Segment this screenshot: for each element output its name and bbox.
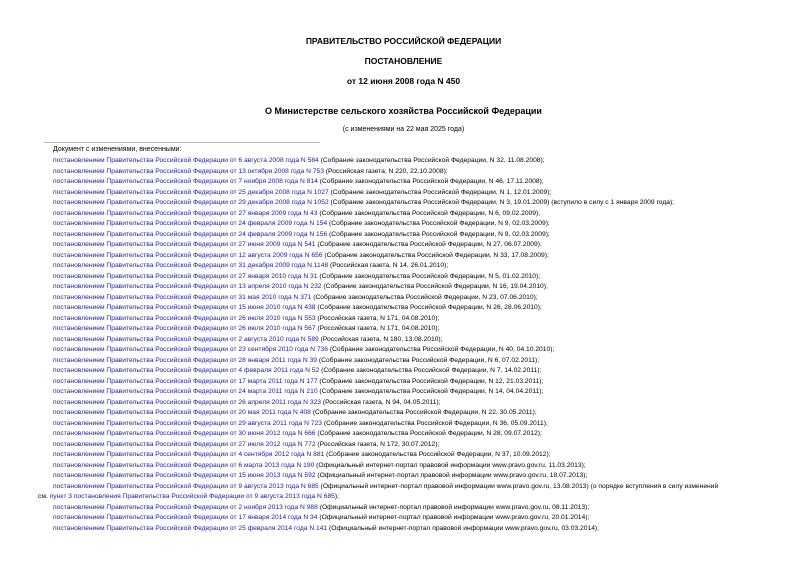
amendment-item [0,356,807,367]
amendment-source: (Российская газета, N 180, 13.08.2010); [318,335,443,343]
amendment-item [0,156,807,167]
amendment-item [0,503,807,514]
amendment-source: (Российская газета, N 94, 04.05.2011); [321,398,441,406]
amendment-item [0,251,807,262]
continuation-link[interactable]: пункт 3 постановления Правительства Российской Федерации от 9 августа 2013 года N 685 [49,493,335,500]
amendment-item [0,282,807,293]
amendment-link[interactable]: постановлением Правительства Российской Федерации от 2 августа 2010 года N 589 [53,335,319,343]
amendment-source: (Собрание законодательства Российской Федерации, N 36, 05.09.2011); [321,419,548,427]
divider [44,142,320,143]
amendment-item [0,177,807,188]
amendment-link[interactable]: постановлением Правительства Российской Федерации от 4 февраля 2011 года N 52 [53,367,320,374]
document-type: ПОСТАНОВЛЕНИЕ [364,56,443,66]
amendment-source: (Российская газета, N 14, 26.01.2010); [328,262,449,269]
amendment-source: (Собрание законодательства Российской Федерации, N 16, 19.04.2010); [321,283,548,290]
amendment-item [0,524,807,535]
amendment-item [0,419,807,430]
amendment-source: (Собрание законодательства Российской Федерации, N 32, 11.08.2008); [318,157,545,164]
amendment-link[interactable]: постановлением Правительства Российской Федерации от 25 декабря 2008 года N 1027 [53,188,329,196]
amendment-source: (Собрание законодательства Российской Федерации, N 26, 28.06.2010); [315,304,542,311]
amendment-source: (Собрание законодательства Российской Федерации, N 1, 12.01.2009); [328,188,552,196]
amendment-link[interactable]: постановлением Правительства Российской Федерации от 24 февраля 2009 года N 154 [53,220,328,227]
amendment-item [0,513,807,524]
amendment-link[interactable]: постановлением Правительства Российской Федерации от 30 июня 2012 года N 666 [53,430,316,437]
amendments-intro: Документ с изменениями, внесенными: [53,146,182,153]
amendment-link[interactable]: постановлением Правительства Российской Федерации от 27 июля 2012 года N 772 [53,440,316,448]
amendment-source: (Официальный интернет-портал правовой информации www.pravo.gov.ru, 03.03.2014); [327,524,600,532]
amendment-source: (Российская газета, N 220, 22.10.2008); [323,167,448,175]
amendment-source: (Собрание законодательства Российской Федерации, N 40, 04.10.2010); [327,346,555,353]
amendment-link[interactable]: постановлением Правительства Российской Федерации от 7 ноября 2008 года N 814 [53,178,318,185]
amendment-link[interactable]: постановлением Правительства Российской Федерации от 17 января 2014 года N 34 [53,514,318,521]
amendment-link[interactable]: постановлением Правительства Российской Федерации от 26 апреля 2011 года N 323 [53,398,322,406]
amendment-source: (Собрание законодательства Российской Федерации, N 37, 10.09.2012); [324,451,551,458]
amendment-item [0,230,807,241]
amendment-link[interactable]: постановлением Правительства Российской Федерации от 31 декабря 2009 года N 1148 [53,262,329,269]
amendment-item [0,188,807,199]
amendments-list [0,156,807,534]
amendment-source: (Собрание законодательства Российской Федерации, N 33, 17.08.2009); [322,251,549,259]
amendment-source: (Собрание законодательства Российской Федерации, N 22, 30.05.2011); [310,409,537,416]
amendment-item [0,303,807,314]
amendment-source: (Официальный интернет-портал правовой информации www.pravo.gov.ru, 20.01.2014); [317,514,590,521]
amendment-source: (Собрание законодательства Российской Федерации, N 28, 09.07.2012); [315,430,542,437]
amendment-source: (Официальный интернет-портал правовой информации www.pravo.gov.ru, 18.07.2013); [315,472,588,479]
amendment-item [0,471,807,482]
amendment-source: (Российская газета, N 171, 04.08.2010); [315,314,440,322]
amendment-item [0,198,807,209]
amendment-source: (Собрание законодательства Российской Федерации, N 9, 02.03.2009); [327,220,550,227]
amendment-source: (Собрание законодательства Российской Федерации, N 6, 07.02.2011); [317,356,540,364]
amendment-source: (Официальный интернет-портал правовой информации www.pravo.gov.ru, 08.11.2013); [317,503,590,511]
amendment-source: (Собрание законодательства Российской Федерации, N 14, 04.04.2011); [317,388,544,395]
amendment-source: (Официальный интернет-портал правовой информации www.pravo.gov.ru, 13.08.2013) (о порядке вступления в силу изменений [318,482,719,490]
amendment-item [0,366,807,377]
document-title: О Министерстве сельского хозяйства Российской Федерации [265,106,542,116]
amendment-item [0,345,807,356]
amendment-source: (Собрание законодательства Российской Федерации, N 9, 02.03.2009); [327,230,550,238]
amendment-source: (Собрание законодательства Российской Федерации, N 12, 21.03.2011); [317,377,544,385]
amendment-link[interactable]: постановлением Правительства Российской Федерации от 2 ноября 2013 года N 988 [53,503,318,511]
revision-status: (с изменениями на 22 мая 2025 года) [342,126,465,133]
amendment-item [0,209,807,220]
amendment-link[interactable]: постановлением Правительства Российской Федерации от 26 июля 2010 года N 567 [53,325,316,332]
amendment-link[interactable]: постановлением Правительства Российской Федерации от 13 октября 2008 года N 753 [53,167,324,175]
amendment-item [0,482,807,493]
amendment-source: (Собрание законодательства Российской Федерации, N 3, 19.01.2009) (вступило в силу с 1 января 2009 года); [328,199,675,206]
amendment-link[interactable]: постановлением Правительства Российской Федерации от 12 августа 2009 года N 656 [53,251,323,259]
amendment-source: (Собрание законодательства Российской Федерации, N 46, 17.11.2008); [317,178,544,185]
amendment-item [0,240,807,251]
amendment-link[interactable]: постановлением Правительства Российской Федерации от 28 января 2011 года N 39 [53,356,318,364]
amendment-source: (Собрание законодательства Российской Федерации, N 5, 01.02.2010); [317,272,541,280]
amendment-item [0,440,807,451]
amendment-link[interactable]: постановлением Правительства Российской Федерации от 17 марта 2011 года N 177 [53,377,318,385]
continuation-prefix: см. [38,493,50,500]
continuation-suffix: ); [334,493,339,500]
amendment-link[interactable]: постановлением Правительства Российской Федерации от 26 июля 2010 года N 553 [53,314,316,322]
amendment-link[interactable]: постановлением Правительства Российской Федерации от 27 января 2010 года N 31 [53,272,318,280]
amendment-link[interactable]: постановлением Правительства Российской Федерации от 6 марта 2013 года N 190 [53,461,315,469]
amendment-link[interactable]: постановлением Правительства Российской Федерации от 15 июня 2010 года N 438 [53,304,316,311]
amendment-source: (Российская газета, N 171, 04.08.2010); [315,325,440,332]
amendment-link[interactable]: постановлением Правительства Российской Федерации от 20 мая 2011 года N 408 [53,409,311,416]
amendment-item [0,261,807,272]
amendment-item [0,461,807,472]
amendment-item [0,398,807,409]
amendment-link[interactable]: постановлением Правительства Российской Федерации от 15 июня 2013 года N 592 [53,472,316,479]
amendment-source: (Собрание законодательства Российской Федерации, N 6, 09.02.2009); [317,209,541,217]
amendment-link[interactable]: постановлением Правительства Российской Федерации от 9 августа 2013 года N 685 [53,482,319,490]
amendment-item [0,429,807,440]
amendment-link[interactable]: постановлением Правительства Российской Федерации от 27 июня 2009 года N 541 [53,241,316,248]
amendment-link[interactable]: постановлением Правительства Российской Федерации от 13 апреля 2010 года N 232 [53,283,322,290]
amendment-item [0,377,807,388]
amendment-item [0,219,807,230]
amendment-item [0,335,807,346]
document-date: от 12 июня 2008 года N 450 [346,76,461,86]
amendment-item [0,167,807,178]
amendment-link[interactable]: постановлением Правительства Российской Федерации от 6 августа 2008 года N 584 [53,157,319,164]
amendment-item [0,387,807,398]
issuing-authority: ПРАВИТЕЛЬСТВО РОССИЙСКОЙ ФЕДЕРАЦИИ [305,36,502,46]
amendment-source: (Российская газета, N 172, 30.07.2012); [315,440,440,448]
amendment-link[interactable]: постановлением Правительства Российской Федерации от 24 февраля 2009 года N 156 [53,230,328,238]
amendment-link[interactable]: постановлением Правительства Российской Федерации от 4 сентября 2012 года N 881 [53,451,325,458]
amendment-source: (Собрание законодательства Российской Федерации, N 7, 14.02.2011); [319,367,542,374]
amendment-link[interactable]: постановлением Правительства Российской Федерации от 27 января 2009 года N 43 [53,209,318,217]
amendment-link[interactable]: постановлением Правительства Российской Федерации от 29 августа 2011 года N 723 [53,419,322,427]
amendment-item [0,293,807,304]
amendment-source: (Официальный интернет-портал правовой информации www.pravo.gov.ru, 11.03.2013); [314,461,586,469]
amendment-link[interactable]: постановлением Правительства Российской Федерации от 24 марта 2011 года N 210 [53,388,318,395]
amendment-item [0,314,807,325]
amendment-item [0,324,807,335]
amendment-link[interactable]: постановлением Правительства Российской Федерации от 29 декабря 2008 года N 1052 [53,199,329,206]
amendment-item [0,408,807,419]
amendment-item [0,272,807,283]
amendment-source: (Собрание законодательства Российской Федерации, N 23, 07.06.2010); [311,293,538,301]
amendment-source: (Собрание законодательства Российской Федерации, N 27, 06.07.2009); [315,241,542,248]
amendment-continuation [0,492,807,503]
amendment-link[interactable]: постановлением Правительства Российской Федерации от 23 сентября 2010 года N 736 [53,346,328,353]
amendment-link[interactable]: постановлением Правительства Российской Федерации от 31 мая 2010 года N 371 [53,293,312,301]
amendment-link[interactable]: постановлением Правительства Российской Федерации от 25 февраля 2014 года N 141 [53,524,328,532]
amendment-item [0,450,807,461]
